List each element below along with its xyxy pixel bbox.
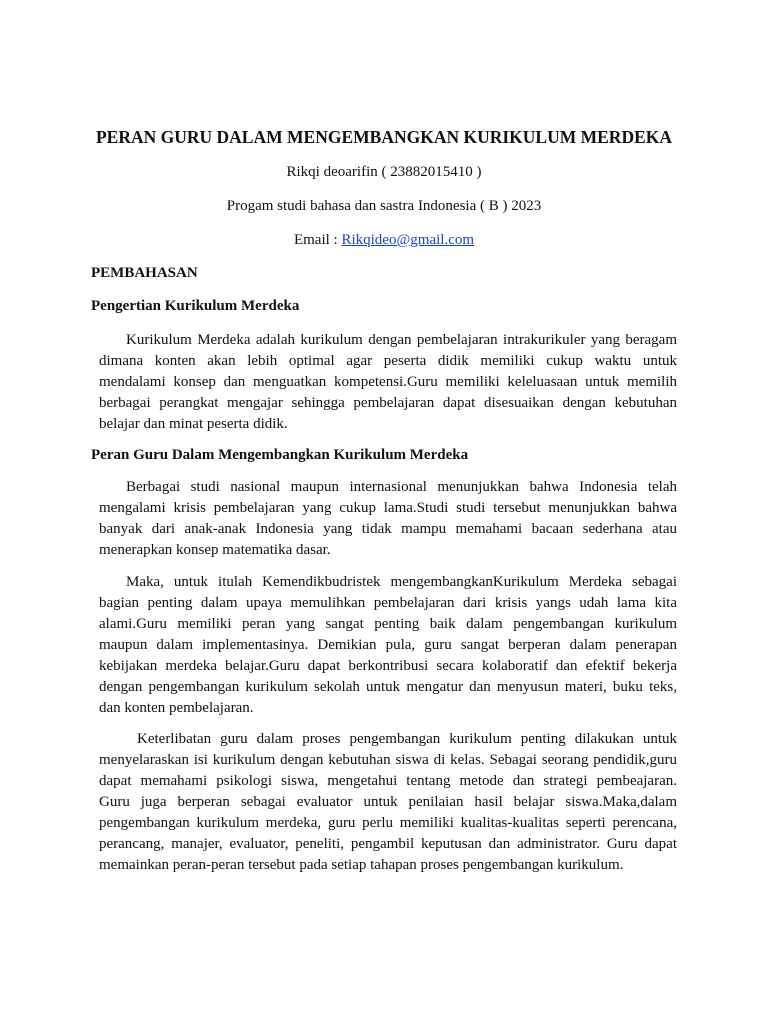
paragraph-line: Guru juga berperan sebagai evaluator untuk penilaian hasil belajar siswa.Maka,dalam: [99, 794, 677, 810]
paragraph-pengertian: [99, 330, 677, 435]
paragraph-line: menyelaraskan isi kurikulum dengan kebutuhan siswa di kelas. Sebagai seorang pendidik,guru: [99, 752, 677, 768]
paragraph-line: banyak dari anak-anak Indonesia yang tidak mampu memahami bacaan sederhana atau: [99, 521, 677, 537]
email-link[interactable]: Rikqideo@gmail.com: [341, 232, 475, 248]
paragraph-line: pengembangan kurikulum merdeka, guru perlu memiliki kualitas-kualitas seperti perencana,: [99, 815, 677, 831]
paragraph-line: dapat memahami psikologi siswa, mengetahui tentang metode dan strategi pembeajaran.: [99, 773, 677, 789]
paragraph-line: menerapkan konsep matematika dasar.: [99, 542, 331, 558]
paragraph-line: maupun dalam implementasinya. Demikian pula, guru sangat berperan dalam penerapan: [99, 637, 677, 653]
paragraph-line: dengan pengembangan kurikulum sekolah untuk mengatur dan menyusun materi, buku teks,: [99, 679, 677, 695]
paragraph-line: dimana konten akan lebih optimal agar peserta didik memiliki cukup waktu untuk: [99, 353, 677, 369]
email-label: Email :: [293, 232, 342, 248]
paragraph-line: mendalami konsep dan menguatkan kompetensi.Guru memiliki keleluasaan untuk memilih: [99, 374, 677, 390]
paragraph-line: perancang, manajer, evaluator, peneliti, pengambil keputusan dan administrator. Guru dapat: [99, 836, 677, 852]
section-heading-pembahasan: PEMBAHASAN: [91, 265, 198, 281]
paragraph-kemendikbud: [99, 572, 677, 719]
author-line: Rikqi deoarifin ( 23882015410 ): [286, 164, 482, 180]
paragraph-line: Maka, untuk itulah Kemendikbudristek mengembangkanKurikulum Merdeka sebagai: [126, 574, 677, 590]
paragraph-line: mengalami krisis pembelajaran yang cukup lama.Studi studi tersebut menunjukkan bahwa: [99, 500, 677, 516]
subheading-pengertian: Pengertian Kurikulum Merdeka: [91, 298, 300, 314]
paragraph-line: dan konten pembelajaran.: [99, 700, 254, 716]
paragraph-line: memainkan peran-peran tersebut pada setiap tahapan proses pengembangan kurikulum.: [99, 857, 624, 873]
paragraph-line: berbagai perangkat mengajar sehingga pembelajaran dapat disesuaikan dengan kebutuhan: [99, 395, 677, 411]
paragraph-line: Kurikulum Merdeka adalah kurikulum dengan pembelajaran intrakurikuler yang beragam: [126, 332, 677, 348]
paragraph-keterlibatan: [99, 729, 677, 876]
paragraph-line: alami.Guru memiliki peran yang sangat penting baik dalam pengembangan kurikulum: [99, 616, 677, 632]
email-line: [0, 230, 768, 250]
paragraph-line: bagian penting dalam upaya memulihkan pembelajaran dari krisis yangs udah lama kita: [99, 595, 677, 611]
paragraph-line: Berbagai studi nasional maupun internasional menunjukkan bahwa Indonesia telah: [126, 479, 677, 495]
paragraph-line: Keterlibatan guru dalam proses pengembangan kurikulum penting dilakukan untuk: [137, 731, 677, 747]
program-line: Progam studi bahasa dan sastra Indonesia ( B ) 2023: [226, 198, 542, 214]
document-title: PERAN GURU DALAM MENGEMBANGKAN KURIKULUM MERDEKA: [95, 127, 673, 147]
paragraph-line: belajar dan minat peserta didik.: [99, 416, 288, 432]
paragraph-line: kebijakan merdeka belajar.Guru dapat berkontribusi secara kolaboratif dan efektif bekerja: [99, 658, 677, 674]
subheading-peran-guru: Peran Guru Dalam Mengembangkan Kurikulum Merdeka: [91, 447, 469, 463]
paragraph-studi: [99, 477, 677, 561]
